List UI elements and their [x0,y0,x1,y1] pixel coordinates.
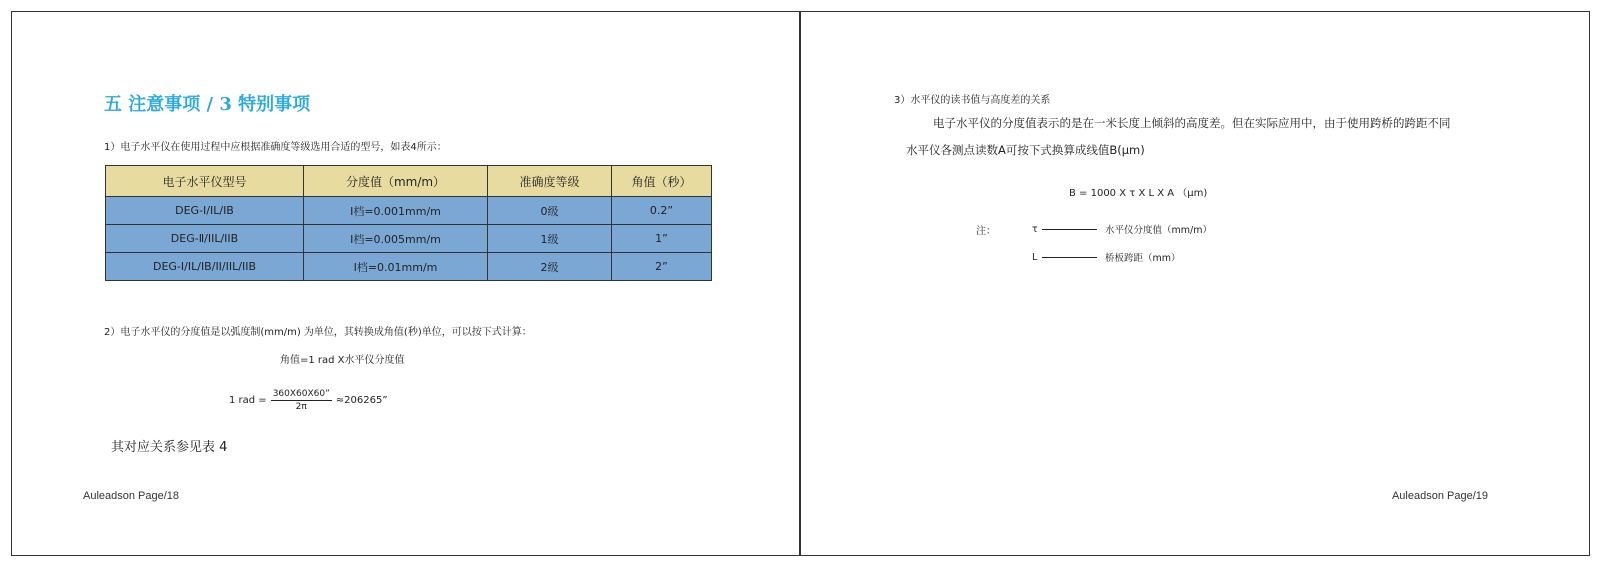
cell-accuracy: 1级 [488,225,612,253]
paragraph-2: 2）电子水平仪的分度值是以弧度制(mm/m) 为单位，其转换成角值(秒)单位，可以按下式计算： [104,327,532,338]
header-model: 电子水平仪型号 [106,166,304,197]
fraction-numerator: 360X60X60” [272,389,330,399]
fraction [271,389,332,412]
paragraph-1: 1）电子水平仪在使用过程中应根据准确度等级选用合适的型号，如表4所示： [104,142,447,153]
page-18 [12,12,798,555]
section-title: 五 注意事项 / 3 特别事项 [104,94,311,115]
header-division: 分度值（mm/m） [304,166,488,197]
cell-accuracy: 0级 [488,197,612,225]
see-table-note: 其对应关系参见表 4 [111,440,228,455]
header-angle: 角值（秒） [612,166,712,197]
table-row [106,197,712,225]
cell-model: DEG-Ⅰ/IL/IB [106,197,304,225]
cell-model: DEG-Ⅱ/IIL/IIB [106,225,304,253]
cell-division: Ⅰ档=0.01mm/m [304,253,488,281]
legend-item-l [1032,250,1181,264]
legend-text: 桥板跨距（mm） [1105,253,1181,264]
legend-text: 水平仪分度值（mm/m） [1105,225,1212,236]
header-accuracy: 准确度等级 [488,166,612,197]
cell-accuracy: 2级 [488,253,612,281]
page-19 [801,12,1589,555]
section-heading: 3）水平仪的读书值与高度差的关系 [894,95,1051,106]
cell-angle: 0.2” [612,197,712,225]
cell-angle: 2” [612,253,712,281]
table-header-row [106,166,712,197]
spec-table [105,165,712,281]
page-footer: Auleadson Page/18 [83,490,180,502]
legend-item-tau [1032,222,1212,236]
rad-formula-rhs: ≈206265” [335,395,388,406]
conversion-formula: B = 1000 X τ X L X A （μm) [1069,188,1208,199]
cell-model: DEG-Ⅰ/IL/IB/II/IIL/IIB [106,253,304,281]
paragraph-2: 水平仪各测点读数A可按下式换算成线值B(μm) [906,143,1145,157]
angle-formula: 角值=1 rad X水平仪分度值 [280,355,405,366]
legend-symbol: τ [1032,223,1038,235]
paragraph-1: 电子水平仪的分度值表示的是在一米长度上倾斜的高度差。但在实际应用中，由于使用跨桥的跨距不同 [933,116,1451,130]
legend-line [1042,229,1097,230]
legend-line [1042,257,1097,258]
table-row [106,253,712,281]
cell-angle: 1” [612,225,712,253]
note-label: 注： [976,226,996,237]
cell-division: Ⅰ档=0.001mm/m [304,197,488,225]
fraction-denominator: 2π [295,402,307,412]
legend-symbol: L [1032,251,1038,263]
rad-formula [229,389,388,412]
rad-formula-lhs: 1 rad = [229,395,267,406]
page-footer: Auleadson Page/19 [1391,490,1488,502]
table-row [106,225,712,253]
cell-division: Ⅰ档=0.005mm/m [304,225,488,253]
